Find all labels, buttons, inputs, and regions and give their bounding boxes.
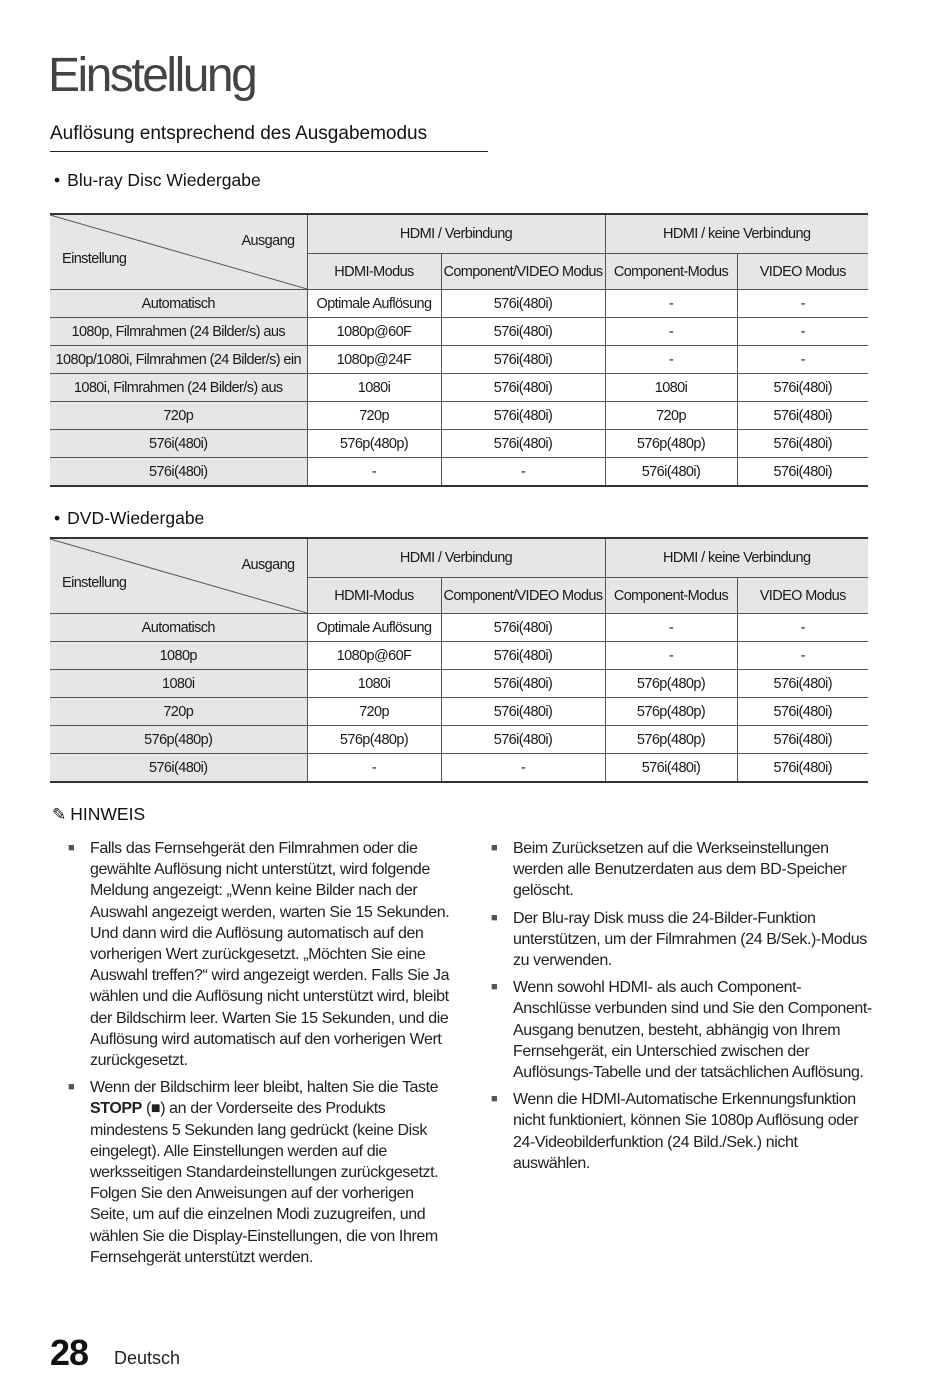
cell: 720p bbox=[605, 402, 737, 430]
cell: 1080p@60F bbox=[307, 318, 441, 346]
cell: 576p(480p) bbox=[605, 670, 737, 698]
table-row bbox=[50, 458, 868, 487]
cell: 576p(480p) bbox=[307, 430, 441, 458]
bullet-icon: • bbox=[54, 170, 61, 190]
table-row bbox=[50, 430, 868, 458]
cell: 576i(480i) bbox=[737, 698, 868, 726]
cell: 576i(480i) bbox=[441, 290, 605, 318]
corner-setting-label: Einstellung bbox=[62, 251, 127, 267]
cell: - bbox=[737, 318, 868, 346]
cell: 576i(480i) bbox=[605, 458, 737, 487]
list-item bbox=[475, 838, 875, 902]
cell: 576p(480p) bbox=[605, 726, 737, 754]
cell: 576i(480i) bbox=[441, 642, 605, 670]
cell: - bbox=[605, 642, 737, 670]
table-row bbox=[50, 698, 868, 726]
table-row bbox=[50, 402, 868, 430]
cell: 576i(480i) bbox=[441, 670, 605, 698]
cell: - bbox=[307, 458, 441, 487]
square-bullet-icon: ■ bbox=[491, 842, 498, 854]
row-setting: 576i(480i) bbox=[50, 754, 307, 783]
page-number: 28 bbox=[50, 1332, 89, 1373]
dvd-heading-text: DVD-Wiedergabe bbox=[67, 508, 205, 528]
square-bullet-icon: ■ bbox=[68, 842, 75, 854]
table-row bbox=[50, 642, 868, 670]
row-setting: Automatisch bbox=[50, 290, 307, 318]
cell: 576p(480p) bbox=[307, 726, 441, 754]
bluray-heading bbox=[54, 170, 261, 191]
pencil-icon: ✎ bbox=[52, 805, 67, 824]
header-hdmi-connected: HDMI / Verbindung bbox=[307, 538, 605, 578]
cell: - bbox=[605, 318, 737, 346]
table-row bbox=[50, 754, 868, 783]
note-text-bold: STOPP bbox=[90, 1100, 142, 1118]
corner-setting-label: Einstellung bbox=[62, 575, 127, 591]
row-setting: 1080p/1080i, Filmrahmen (24 Bilder/s) ein bbox=[50, 346, 307, 374]
table-row bbox=[50, 374, 868, 402]
bluray-heading-text: Blu-ray Disc Wiedergabe bbox=[67, 170, 261, 190]
cell: 1080i bbox=[307, 670, 441, 698]
notes-heading bbox=[52, 804, 145, 825]
cell: 576i(480i) bbox=[441, 698, 605, 726]
table-row bbox=[50, 346, 868, 374]
note-text-pre: Wenn der Bildschirm leer bleibt, halten Sie die Taste bbox=[90, 1079, 439, 1097]
note-text: Wenn die HDMI-Automatische Erkennungsfunktion nicht funktioniert, können Sie 1080p Auflösung oder 24-Videobilderfunktion (24 Bild./Sek.) nicht auswählen. bbox=[513, 1091, 859, 1172]
cell: 1080i bbox=[605, 374, 737, 402]
cell: - bbox=[605, 346, 737, 374]
cell: 576i(480i) bbox=[441, 614, 605, 642]
header-hdmi-not-connected: HDMI / keine Verbindung bbox=[605, 214, 868, 254]
note-text: Beim Zurücksetzen auf die Werkseinstellungen werden alle Benutzerdaten aus dem BD-Speicher gelöscht. bbox=[513, 840, 847, 900]
cell: 576i(480i) bbox=[737, 402, 868, 430]
cell: - bbox=[441, 458, 605, 487]
cell: - bbox=[737, 614, 868, 642]
corner-output-label: Ausgang bbox=[241, 557, 295, 573]
list-item bbox=[52, 838, 452, 1071]
table-row bbox=[50, 318, 868, 346]
page-title: Einstellung bbox=[48, 49, 256, 102]
table-corner-cell bbox=[50, 538, 307, 614]
note-text: Der Blu-ray Disk muss die 24-Bilder-Funktion unterstützen, um der Filmrahmen (24 B/Sek.)-Modus zu verwenden. bbox=[513, 909, 867, 970]
row-setting: 576i(480i) bbox=[50, 430, 307, 458]
list-item bbox=[475, 908, 875, 972]
cell: 576p(480p) bbox=[605, 430, 737, 458]
note-text: Wenn sowohl HDMI- als auch Component-Anschlüsse verbunden sind und Sie den Component-Ausgang benutzen, besteht, abhängig von Ihrem Fernsehgerät, ein Unterschied zwischen der Auflösungs-Tabelle und der tatsächlichen Auflösung. bbox=[513, 979, 872, 1082]
table-row bbox=[50, 726, 868, 754]
row-setting: Automatisch bbox=[50, 614, 307, 642]
table-corner-cell bbox=[50, 214, 307, 290]
header-col-component-video: Component/VIDEO Modus bbox=[441, 254, 605, 290]
table-row bbox=[50, 290, 868, 318]
header-hdmi-not-connected: HDMI / keine Verbindung bbox=[605, 538, 868, 578]
cell: 576p(480p) bbox=[605, 698, 737, 726]
bluray-resolution-table bbox=[50, 213, 868, 487]
cell: - bbox=[441, 754, 605, 783]
row-setting: 1080i, Filmrahmen (24 Bilder/s) aus bbox=[50, 374, 307, 402]
dvd-resolution-table bbox=[50, 537, 868, 783]
cell: 576i(480i) bbox=[441, 430, 605, 458]
cell: Optimale Auflösung bbox=[307, 290, 441, 318]
row-setting: 720p bbox=[50, 402, 307, 430]
header-col-component-video: Component/VIDEO Modus bbox=[441, 578, 605, 614]
square-bullet-icon: ■ bbox=[68, 1081, 75, 1094]
cell: 720p bbox=[307, 402, 441, 430]
list-item bbox=[475, 977, 875, 1083]
page-language: Deutsch bbox=[114, 1348, 181, 1368]
square-bullet-icon: ■ bbox=[491, 981, 498, 994]
cell: 576i(480i) bbox=[737, 726, 868, 754]
cell: 576i(480i) bbox=[737, 374, 868, 402]
cell: - bbox=[605, 290, 737, 318]
table-row bbox=[50, 614, 868, 642]
row-setting: 1080i bbox=[50, 670, 307, 698]
row-setting: 1080p, Filmrahmen (24 Bilder/s) aus bbox=[50, 318, 307, 346]
cell: 576i(480i) bbox=[737, 430, 868, 458]
cell: 576i(480i) bbox=[605, 754, 737, 783]
row-setting: 720p bbox=[50, 698, 307, 726]
cell: 576i(480i) bbox=[441, 374, 605, 402]
header-col-component: Component-Modus bbox=[605, 254, 737, 290]
row-setting: 576i(480i) bbox=[50, 458, 307, 487]
list-item bbox=[52, 1077, 452, 1268]
cell: 1080p@60F bbox=[307, 642, 441, 670]
header-col-video: VIDEO Modus bbox=[737, 254, 868, 290]
cell: 1080p@24F bbox=[307, 346, 441, 374]
cell: 1080i bbox=[307, 374, 441, 402]
header-col-component: Component-Modus bbox=[605, 578, 737, 614]
note-text-post: (■) an der Vorderseite des Produkts mindestens 5 Sekunden lang gedrückt (keine Disk eingelegt). Alle Einstellungen werden auf die werksseitigen Standardeinstellungen zurückgesetzt. Folgen Sie den Anweisungen auf der vorherigen Seite, um auf die einzelnen Modi zuzugreifen, und wählen Sie die Display-Einstellungen, die von Ihrem Fernsehgerät unterstützt werden. bbox=[90, 1100, 439, 1266]
cell: 576i(480i) bbox=[737, 458, 868, 487]
square-bullet-icon: ■ bbox=[491, 1093, 498, 1106]
bullet-icon: • bbox=[54, 508, 61, 528]
table-row bbox=[50, 670, 868, 698]
cell: 720p bbox=[307, 698, 441, 726]
dvd-heading bbox=[54, 508, 204, 529]
cell: 576i(480i) bbox=[441, 402, 605, 430]
header-col-hdmi-mode: HDMI-Modus bbox=[307, 578, 441, 614]
list-item bbox=[475, 1089, 875, 1174]
cell: 576i(480i) bbox=[441, 346, 605, 374]
notes-list-right bbox=[475, 838, 875, 1180]
row-setting: 576p(480p) bbox=[50, 726, 307, 754]
cell: 576i(480i) bbox=[441, 318, 605, 346]
header-col-hdmi-mode: HDMI-Modus bbox=[307, 254, 441, 290]
corner-output-label: Ausgang bbox=[241, 233, 295, 249]
note-text: Falls das Fernsehgerät den Filmrahmen oder die gewählte Auflösung nicht unterstützt, wird folgende Meldung angezeigt: „Wenn keine Bilder nach der Auswahl angezeigt werden, warten Sie 15 Sekunden. Und dann wird die Auflösung automatisch auf den vorherigen Wert zurückgesetzt. „Möchten Sie eine Auswahl treffen?“ wird angezeigt werden. Falls Sie Ja wählen und die Auflösung nicht unterstützt wird, bleibt der Bildschirm leer. Warten Sie 15 Sekunden, und die Auflösung wird automatisch auf den vorherigen Wert zurückgesetzt. bbox=[90, 840, 450, 1070]
cell: - bbox=[737, 346, 868, 374]
section-title: Auflösung entsprechend des Ausgabemodus bbox=[50, 123, 488, 152]
notes-heading-text: HINWEIS bbox=[70, 804, 146, 824]
header-hdmi-connected: HDMI / Verbindung bbox=[307, 214, 605, 254]
cell: Optimale Auflösung bbox=[307, 614, 441, 642]
cell: - bbox=[307, 754, 441, 783]
cell: 576i(480i) bbox=[441, 726, 605, 754]
cell: - bbox=[605, 614, 737, 642]
cell: 576i(480i) bbox=[737, 670, 868, 698]
square-bullet-icon: ■ bbox=[491, 911, 498, 924]
cell: 576i(480i) bbox=[737, 754, 868, 783]
cell: - bbox=[737, 290, 868, 318]
row-setting: 1080p bbox=[50, 642, 307, 670]
header-col-video: VIDEO Modus bbox=[737, 578, 868, 614]
cell: - bbox=[737, 642, 868, 670]
notes-list-left bbox=[52, 838, 452, 1274]
